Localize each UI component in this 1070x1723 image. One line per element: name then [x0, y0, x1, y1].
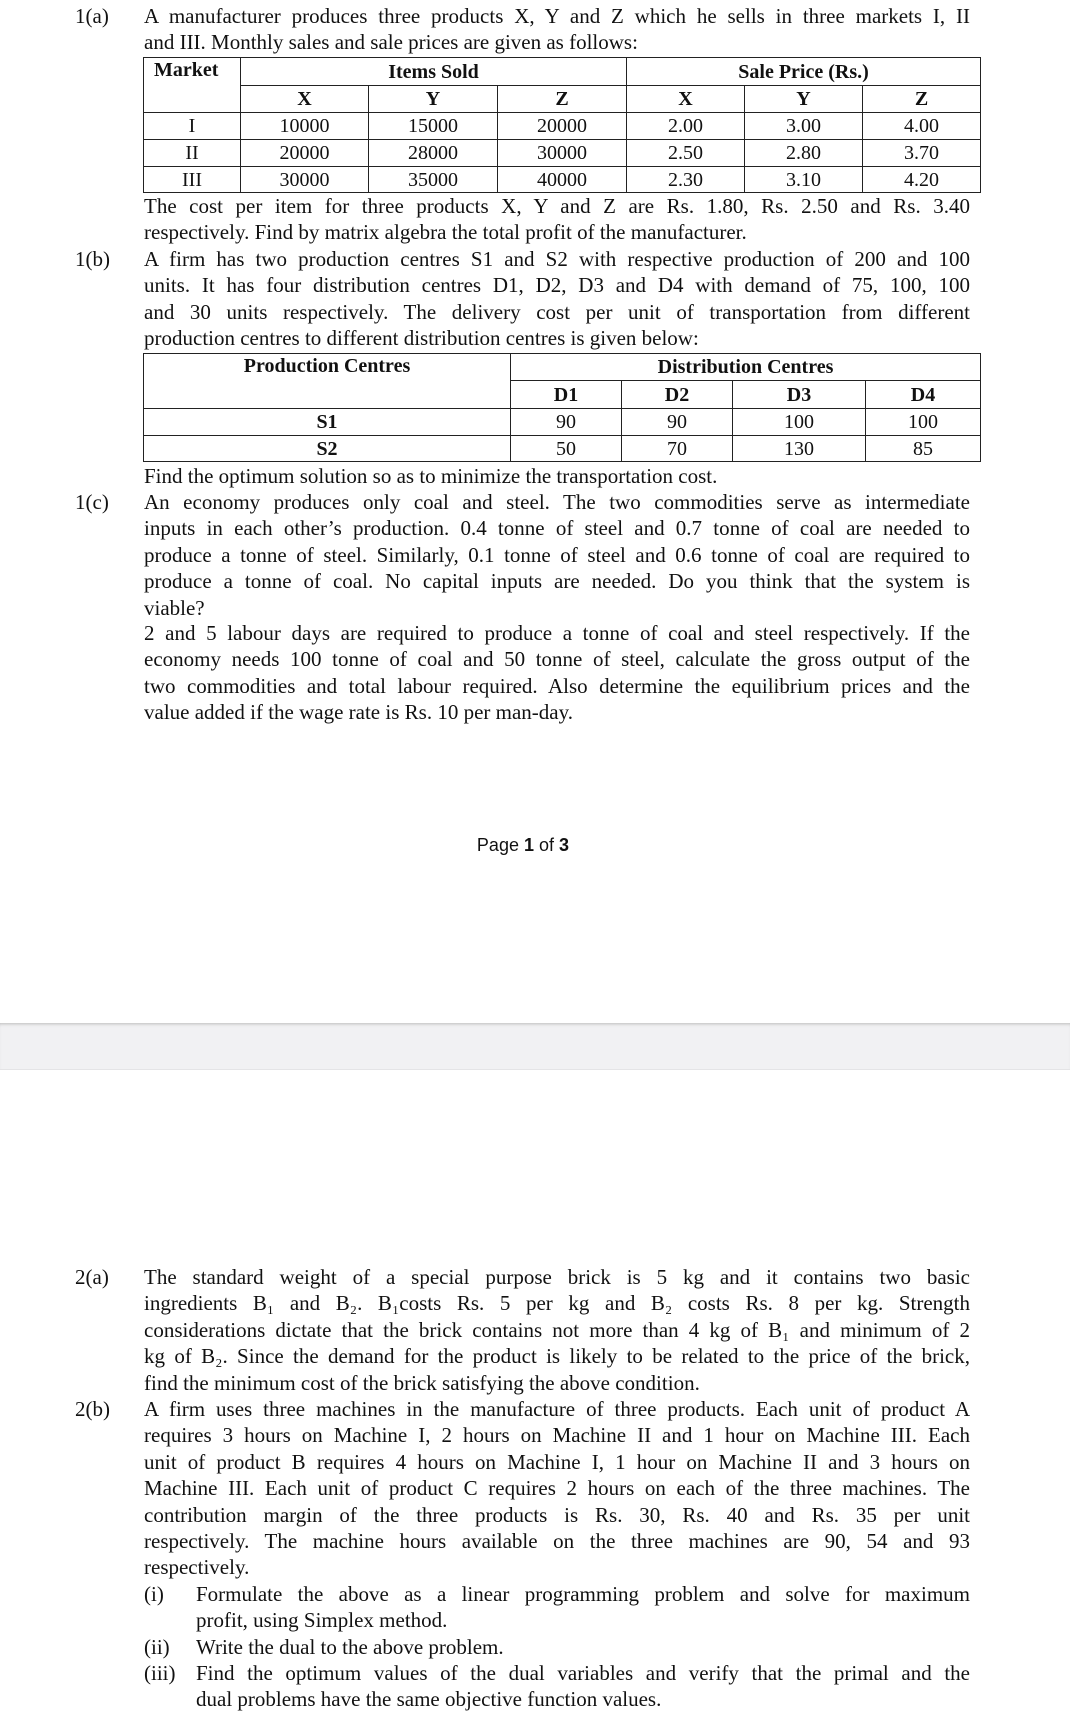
table-cell: 100 — [733, 409, 866, 436]
text-line: The standard weight of a special purpose brick is 5 kg and it contains two basic — [144, 1265, 970, 1289]
table-cell: 4.00 — [863, 113, 981, 140]
text-line: respectively. Find by matrix algebra the total profit of the manufacturer. — [144, 220, 747, 245]
text-line: Find the optimum values of the dual variables and verify that the primal and the — [196, 1661, 970, 1685]
subpart-i-text — [196, 1581, 970, 1634]
production-centres-header: Production Centres — [144, 354, 511, 409]
table-row — [144, 409, 981, 436]
question-label: 2(b) — [75, 1397, 110, 1421]
subpart-ii-text — [196, 1634, 970, 1660]
text-line: ingredients B₁ and B₂. B₁costs Rs. 5 per kg and B₂ costs Rs. 8 per kg. Strength — [144, 1291, 970, 1316]
table-cell: 10000 — [241, 113, 369, 140]
text-line: Machine III. Each unit of product C requires 2 hours on each of the three machines. The — [144, 1476, 970, 1501]
column-header: D1 — [511, 381, 622, 409]
current-page: 1 — [523, 835, 534, 855]
page-number — [0, 835, 1046, 856]
text-line: unit of product B requires 4 hours on Machine I, 1 hour on Machine II and 3 hours on — [144, 1449, 970, 1474]
text-line: economy needs 100 tonne of coal and 50 tonne of steel, calculate the gross output of the — [144, 647, 970, 672]
column-header: Y — [745, 86, 863, 113]
row-header-cell: S1 — [144, 409, 511, 436]
text-line: requires 3 hours on Machine I, 2 hours on Machine II and 1 hour on Machine III. Each — [144, 1423, 970, 1448]
text-line: produce a tonne of steel. Similarly, 0.1 tonne of steel and 0.6 tonne of coal are required to — [144, 542, 970, 567]
sale-price-header: Sale Price (Rs.) — [627, 58, 981, 86]
column-header: D4 — [866, 381, 981, 409]
question-label: 1(a) — [75, 4, 109, 28]
question-1a-outro — [144, 193, 970, 246]
question-2a-text — [144, 1264, 970, 1396]
column-header: Z — [863, 86, 981, 113]
text-line: two commodities and total labour required. Also determine the equilibrium prices and the — [144, 673, 970, 698]
table-cell: 85 — [866, 436, 981, 462]
table-cell: 90 — [511, 409, 622, 436]
table-cell: 90 — [622, 409, 733, 436]
items-sold-header: Items Sold — [241, 58, 627, 86]
column-header: X — [627, 86, 745, 113]
text-line: dual problems have the same objective function values. — [196, 1687, 662, 1712]
text-line: produce a tonne of coal. No capital inputs are needed. Do you think that the system is — [144, 569, 970, 594]
question-1a-intro — [144, 3, 970, 56]
question-label: 1(c) — [75, 490, 109, 514]
question-1b-outro — [144, 463, 970, 489]
table-cell: 2.00 — [627, 113, 745, 140]
subpart-iii-text — [196, 1660, 970, 1713]
text-line: A manufacturer produces three products X, Y and Z which he sells in three markets I, II — [144, 4, 970, 28]
table-cell: 40000 — [498, 167, 627, 193]
text-line: considerations dictate that the brick contains not more than 4 kg of B₁ and minimum of 2 — [144, 1317, 970, 1342]
text-line: The cost per item for three products X, Y and Z are Rs. 1.80, Rs. 2.50 and Rs. 3.40 — [144, 194, 970, 218]
text-line: 2 and 5 labour days are required to produce a tonne of coal and steel respectively. If the — [144, 621, 970, 645]
table-row — [144, 113, 981, 140]
market-header: Market — [144, 58, 241, 113]
of-word: of — [539, 835, 555, 855]
table-cell: 3.10 — [745, 167, 863, 193]
table-row — [144, 167, 981, 193]
subpart-label: (i) — [144, 1582, 164, 1606]
total-pages: 3 — [559, 835, 570, 855]
page-separator — [0, 1023, 1070, 1070]
page-word: Page — [476, 835, 519, 855]
column-header: D2 — [622, 381, 733, 409]
table-cell: 30000 — [241, 167, 369, 193]
text-line: contribution margin of the three products is Rs. 30, Rs. 40 and Rs. 35 per unit — [144, 1502, 970, 1527]
table-cell: 100 — [866, 409, 981, 436]
question-1c-part2 — [144, 620, 970, 726]
table-cell: 20000 — [241, 140, 369, 167]
question-label: 1(b) — [75, 247, 110, 271]
text-line: Find the optimum solution so as to minimize the transportation cost. — [144, 464, 718, 488]
transport-cost-table — [143, 353, 981, 462]
table-cell: 3.70 — [863, 140, 981, 167]
column-header: D3 — [733, 381, 866, 409]
question-1c-part1 — [144, 489, 970, 621]
text-line: inputs in each other’s production. 0.4 tonne of steel and 0.7 tonne of coal are needed to — [144, 516, 970, 541]
text-line: An economy produces only coal and steel. The two commodities serve as intermediate — [144, 490, 970, 514]
text-line: Formulate the above as a linear programming problem and solve for maximum — [196, 1582, 970, 1606]
table-cell: 30000 — [498, 140, 627, 167]
table-cell: 20000 — [498, 113, 627, 140]
text-line: profit, using Simplex method. — [196, 1608, 448, 1633]
column-header: Z — [498, 86, 627, 113]
text-line: kg of B₂. Since the demand for the product is likely to be related to the price of the brick, — [144, 1344, 970, 1369]
row-header-cell: S2 — [144, 436, 511, 462]
table-row — [144, 140, 981, 167]
table-cell: 35000 — [369, 167, 498, 193]
table-cell: 2.50 — [627, 140, 745, 167]
question-1b-intro — [144, 246, 970, 352]
text-line: respectively. — [144, 1555, 250, 1580]
table-cell: 50 — [511, 436, 622, 462]
table-cell: 4.20 — [863, 167, 981, 193]
table-cell: 15000 — [369, 113, 498, 140]
row-header-cell: III — [144, 167, 241, 193]
text-line: Write the dual to the above problem. — [196, 1635, 504, 1659]
text-line: A firm uses three machines in the manufacture of three products. Each unit of product A — [144, 1397, 970, 1421]
table-cell: 28000 — [369, 140, 498, 167]
subpart-label: (iii) — [144, 1661, 176, 1685]
row-header-cell: I — [144, 113, 241, 140]
text-line: and 30 units respectively. The delivery cost per unit of transportation from different — [144, 299, 970, 324]
text-line: units. It has four distribution centres D1, D2, D3 and D4 with demand of 75, 100, 100 — [144, 273, 970, 298]
question-label: 2(a) — [75, 1265, 109, 1289]
text-line: and III. Monthly sales and sale prices are given as follows: — [144, 30, 638, 55]
text-line: viable? — [144, 595, 205, 620]
sales-table — [143, 57, 981, 193]
column-header: X — [241, 86, 369, 113]
subpart-label: (ii) — [144, 1635, 170, 1659]
text-line: respectively. The machine hours available on the three machines are 90, 54 and 93 — [144, 1529, 970, 1554]
table-row — [144, 436, 981, 462]
table-cell: 130 — [733, 436, 866, 462]
text-line: production centres to different distribution centres is given below: — [144, 326, 699, 351]
row-header-cell: II — [144, 140, 241, 167]
table-cell: 2.30 — [627, 167, 745, 193]
table-cell: 3.00 — [745, 113, 863, 140]
text-line: A firm has two production centres S1 and S2 with respective production of 200 and 100 — [144, 247, 970, 271]
distribution-centres-header: Distribution Centres — [511, 354, 981, 381]
text-line: value added if the wage rate is Rs. 10 per man-day. — [144, 700, 573, 725]
table-cell: 70 — [622, 436, 733, 462]
table-cell: 2.80 — [745, 140, 863, 167]
question-2b-text — [144, 1396, 970, 1581]
text-line: find the minimum cost of the brick satisfying the above condition. — [144, 1370, 700, 1395]
column-header: Y — [369, 86, 498, 113]
